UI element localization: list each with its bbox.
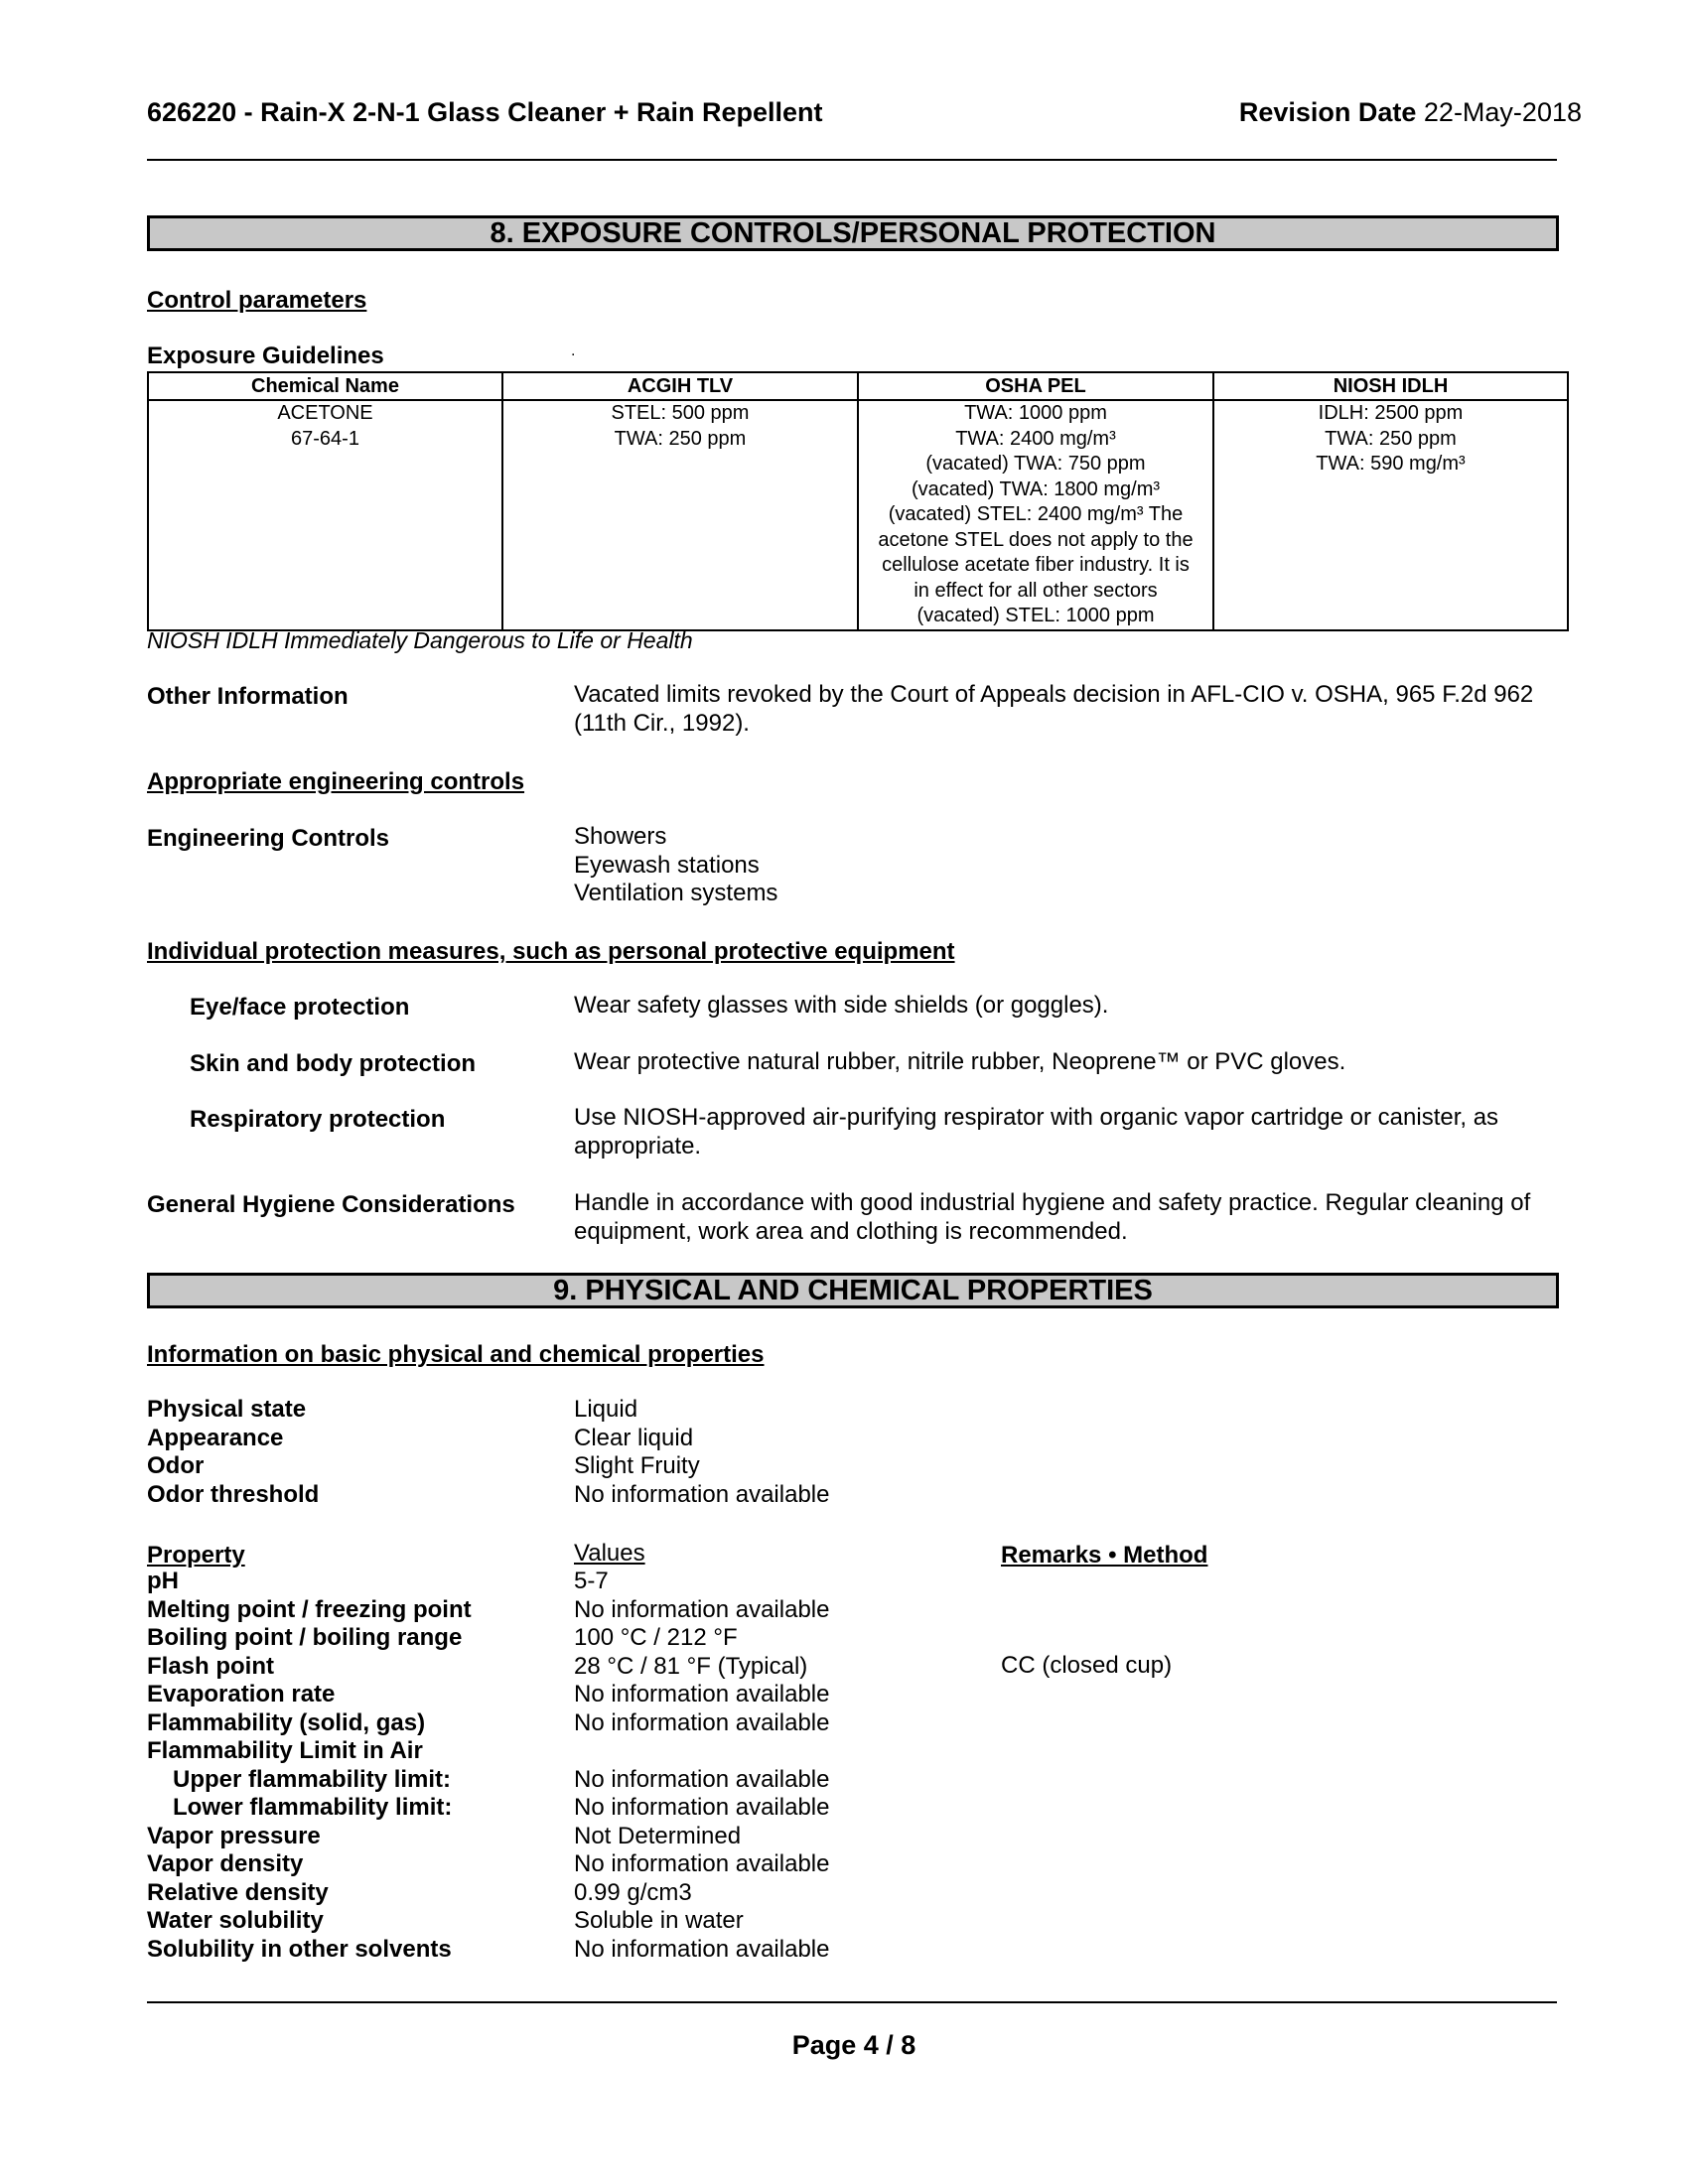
document-header-revision [1239, 97, 1582, 128]
property-label: Solubility in other solvents [147, 1935, 452, 1963]
skin-protection-label: Skin and body protection [190, 1050, 477, 1077]
property-label: Lower flammability limit: [173, 1794, 453, 1821]
col-acgih-tlv: ACGIH TLV [502, 372, 858, 400]
exposure-guidelines-dot: . [571, 342, 576, 359]
niosh-line: IDLH: 2500 ppm [1318, 402, 1464, 424]
cell-acgih [502, 400, 858, 630]
osha-line: (vacated) STEL: 2400 mg/m³ The [888, 503, 1184, 525]
osha-line: TWA: 2400 mg/m³ [955, 427, 1116, 450]
section-9-title: 9. PHYSICAL AND CHEMICAL PROPERTIES [147, 1273, 1559, 1308]
property-label: Evaporation rate [147, 1681, 336, 1707]
property-value: Liquid [574, 1396, 638, 1423]
col-chemical-name: Chemical Name [148, 372, 502, 400]
flash-point-remark: CC (closed cup) [1001, 1652, 1173, 1679]
osha-line: in effect for all other sectors [914, 579, 1158, 602]
list-item: Eyewash stations [574, 851, 760, 879]
cell-osha [858, 400, 1213, 630]
engineering-controls-heading: Appropriate engineering controls [147, 768, 525, 795]
niosh-idlh-note: NIOSH IDLH Immediately Dangerous to Life or Health [147, 627, 693, 653]
property-value: No information available [574, 1765, 830, 1793]
other-information-value [574, 681, 1533, 738]
property-value: 5-7 [574, 1568, 609, 1594]
property-value: No information available [574, 1850, 830, 1877]
osha-line: (vacated) TWA: 1800 mg/m³ [911, 478, 1161, 500]
property-label: Relative density [147, 1878, 329, 1906]
skin-protection-value: Wear protective natural rubber, nitrile rubber, Neoprene™ or PVC gloves. [574, 1048, 1346, 1075]
property-value: 100 °C / 212 °F [574, 1624, 738, 1651]
table-row [148, 400, 1568, 630]
col-osha-pel: OSHA PEL [858, 372, 1213, 400]
property-value: No information available [574, 1794, 830, 1821]
other-information-label: Other Information [147, 683, 349, 710]
property-value: 0.99 g/cm3 [574, 1878, 692, 1906]
revision-date-label: Revision Date [1238, 97, 1417, 127]
page-number: Page 4 / 8 [791, 2030, 916, 2060]
osha-line: (vacated) STEL: 1000 ppm [916, 605, 1155, 626]
property-value [574, 1737, 829, 1766]
other-info-line: Vacated limits revoked by the Court of Appeals decision in AFL-CIO v. OSHA, 965 F.2d 962 [574, 681, 1534, 708]
basic-properties-values [574, 1396, 829, 1509]
physical-properties-heading: Information on basic physical and chemical properties [147, 1341, 765, 1368]
property-value: No information available [574, 1480, 830, 1508]
niosh-line: TWA: 590 mg/m³ [1316, 453, 1466, 475]
footer-rule [147, 2001, 1557, 2003]
list-item: Ventilation systems [574, 880, 778, 906]
list-item: Showers [574, 823, 667, 850]
property-label: pH [147, 1568, 179, 1594]
property-label: Appearance [147, 1424, 284, 1451]
engineering-controls-label: Engineering Controls [147, 825, 390, 852]
respiratory-protection-label: Respiratory protection [190, 1106, 446, 1133]
exposure-guidelines-table [147, 371, 1569, 631]
osha-line: TWA: 1000 ppm [964, 402, 1107, 424]
revision-date-value: 22-May-2018 [1423, 97, 1582, 127]
niosh-line: TWA: 250 ppm [1325, 427, 1457, 450]
col-values-heading: Values [574, 1540, 645, 1567]
property-label: Vapor density [147, 1850, 304, 1877]
chemical-name: ACETONE [277, 402, 373, 424]
ppe-heading: Individual protection measures, such as personal protective equipment [147, 938, 955, 965]
resp-line: appropriate. [574, 1132, 702, 1160]
col-property-heading: Property [147, 1542, 245, 1569]
hygiene-value [574, 1189, 1530, 1246]
hygiene-line: Handle in accordance with good industrial hygiene and safety practice. Regular cleaning of [574, 1189, 1531, 1216]
resp-line: Use NIOSH-approved air-purifying respirator with organic vapor cartridge or canister, as [574, 1104, 1499, 1131]
eye-protection-label: Eye/face protection [190, 994, 410, 1021]
cas-number: 67-64-1 [291, 427, 359, 450]
section-8-title: 8. EXPOSURE CONTROLS/PERSONAL PROTECTION [147, 215, 1559, 251]
property-value: Slight Fruity [574, 1452, 700, 1479]
property-value: No information available [574, 1595, 830, 1623]
property-label: Melting point / freezing point [147, 1595, 472, 1623]
other-info-line: (11th Cir., 1992). [574, 709, 750, 737]
hygiene-label: General Hygiene Considerations [147, 1191, 515, 1218]
property-value: Not Determined [574, 1822, 742, 1849]
control-parameters-heading: Control parameters [147, 287, 367, 314]
exposure-guidelines-label: Exposure Guidelines [147, 342, 384, 369]
header-rule [147, 159, 1557, 161]
property-value: No information available [574, 1708, 830, 1736]
engineering-controls-list [574, 823, 777, 908]
acgih-line: STEL: 500 ppm [611, 402, 750, 424]
property-label: Odor threshold [147, 1480, 320, 1508]
eye-protection-value: Wear safety glasses with side shields (or goggles). [574, 992, 1109, 1019]
osha-line: (vacated) TWA: 750 ppm [925, 453, 1146, 475]
property-label: Water solubility [147, 1907, 324, 1934]
osha-line: cellulose acetate fiber industry. It is [882, 554, 1190, 576]
basic-properties-labels [147, 1396, 319, 1509]
property-label: Odor [147, 1452, 205, 1479]
table-header-row [148, 372, 1568, 400]
property-value: 28 °C / 81 °F (Typical) [574, 1652, 808, 1680]
property-values-column [574, 1568, 829, 1964]
property-label: Physical state [147, 1396, 307, 1423]
acgih-line: TWA: 250 ppm [614, 427, 747, 450]
property-value: Soluble in water [574, 1907, 744, 1934]
col-remarks-heading: Remarks • Method [1001, 1542, 1208, 1569]
property-label: Flammability (solid, gas) [147, 1708, 426, 1736]
osha-line: acetone STEL does not apply to the [878, 528, 1194, 551]
hygiene-line: equipment, work area and clothing is recommended. [574, 1217, 1128, 1245]
property-label: Boiling point / boiling range [147, 1624, 463, 1651]
property-value: Clear liquid [574, 1424, 694, 1451]
property-value: No information available [574, 1935, 830, 1963]
property-label: Flash point [147, 1652, 274, 1680]
respiratory-protection-value [574, 1104, 1498, 1160]
property-label: Upper flammability limit: [173, 1765, 452, 1793]
col-niosh-idlh: NIOSH IDLH [1213, 372, 1568, 400]
property-label: Vapor pressure [147, 1822, 321, 1849]
cell-niosh [1213, 400, 1568, 630]
document-header-product: 626220 - Rain-X 2-N-1 Glass Cleaner + Rain Repellent [147, 97, 823, 127]
property-label: Flammability Limit in Air [147, 1737, 423, 1764]
property-labels-column [147, 1568, 472, 1964]
cell-chemical [148, 400, 502, 630]
property-value: No information available [574, 1681, 830, 1707]
